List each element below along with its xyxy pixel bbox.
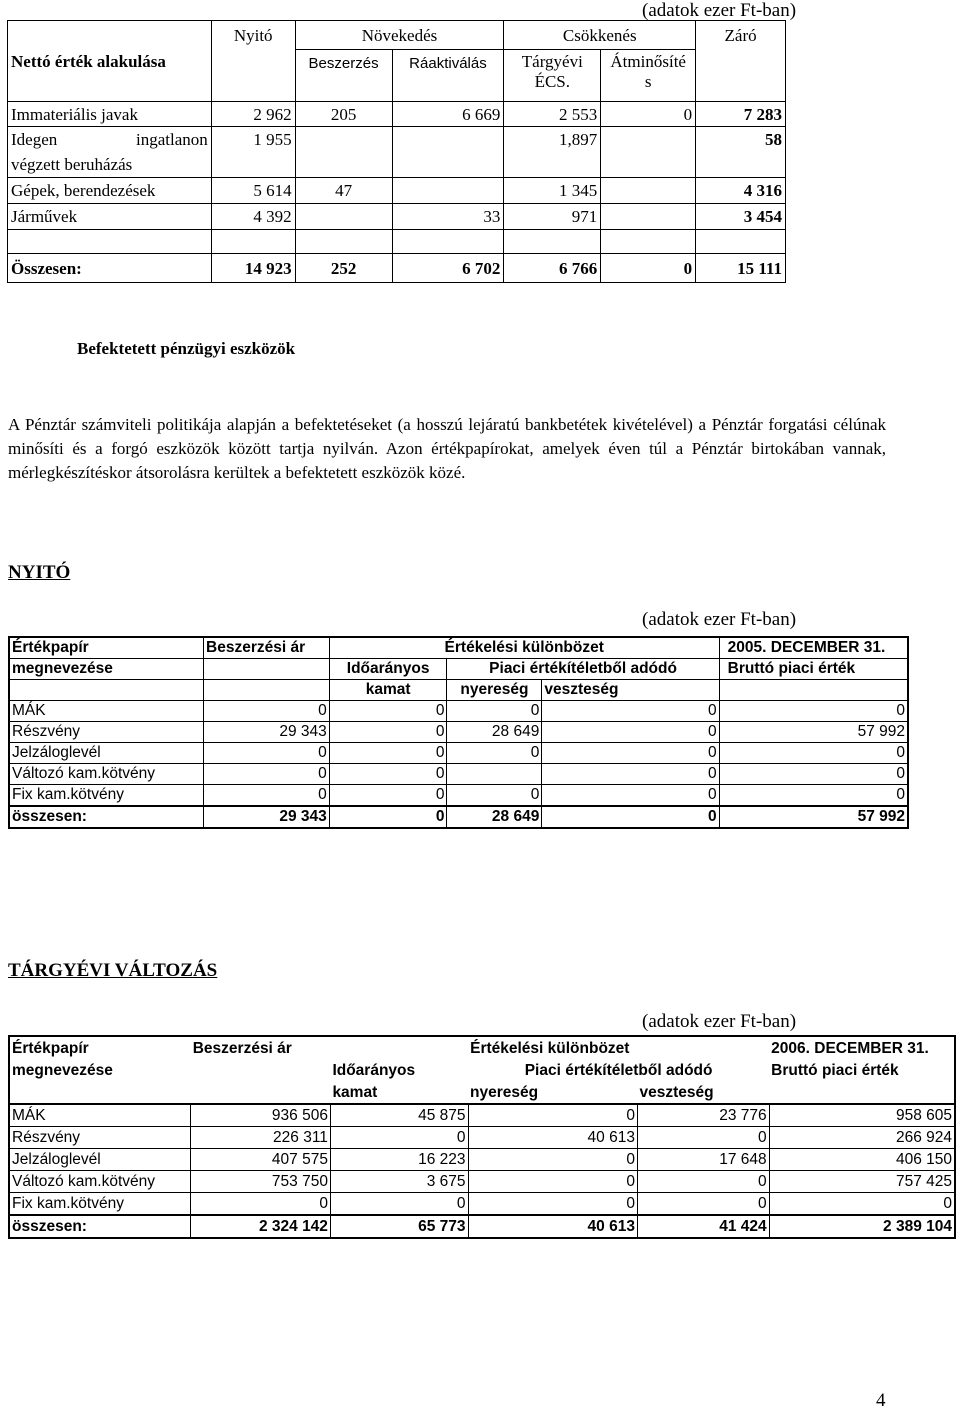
table-row <box>9 701 908 722</box>
col-open: Nyitó <box>211 21 295 50</box>
table-row <box>9 764 908 785</box>
unit-note: (adatok ezer Ft-ban) <box>642 0 797 21</box>
cell-interest: 16 223 <box>330 1149 468 1171</box>
cell-loss: 0 <box>542 743 719 764</box>
empty-cell <box>601 230 696 254</box>
cell-interest: 0 <box>329 722 447 743</box>
cell-gross: 0 <box>719 701 908 722</box>
cell-price: 0 <box>204 701 330 722</box>
cell-reactivation <box>392 178 504 204</box>
cell-interest: 0 <box>330 1127 468 1149</box>
empty-cell <box>719 680 908 701</box>
empty-cell <box>8 230 212 254</box>
header-loss: veszteség <box>639 1083 714 1101</box>
cell-gross: 757 425 <box>769 1171 955 1193</box>
cell-reactivation: 33 <box>392 204 504 230</box>
sub-depreciation <box>504 50 601 102</box>
yearly-change-table <box>8 1035 956 1239</box>
empty-cell <box>204 659 330 680</box>
empty-cell <box>211 230 295 254</box>
empty-cell <box>504 230 601 254</box>
cell-loss: 0 <box>542 722 719 743</box>
cell-name: Fix kam.kötvény <box>9 1193 191 1216</box>
cell-loss: 17 648 <box>637 1149 769 1171</box>
cell-gain: 0 <box>447 701 542 722</box>
cell-depreciation: 2 553 <box>504 102 601 127</box>
table-header-row <box>8 21 786 50</box>
cell-gross: 57 992 <box>719 806 908 828</box>
cell-interest: 0 <box>329 701 447 722</box>
empty-cell <box>211 50 295 102</box>
cell-price: 0 <box>204 743 330 764</box>
cell-price: 0 <box>191 1193 331 1216</box>
empty-cell <box>696 50 786 102</box>
sub-reclass-line1: Átminősíté <box>610 52 686 71</box>
empty-cell <box>191 1059 331 1081</box>
cell-name: Jelzáloglevél <box>9 1149 191 1171</box>
table-row <box>9 722 908 743</box>
cell-gross: 958 605 <box>769 1104 955 1127</box>
net-value-table <box>7 20 786 283</box>
table-total-row <box>8 254 786 283</box>
cell-name: összesen: <box>9 806 204 828</box>
cell-gain: 28 649 <box>447 806 542 828</box>
cell-gain: 0 <box>468 1193 637 1216</box>
cell-depreciation: 6 766 <box>504 254 601 283</box>
header-security: Értékpapír <box>9 637 204 659</box>
header-gain: nyereség <box>470 1083 539 1101</box>
cell-price: 0 <box>204 764 330 785</box>
table-total-row <box>9 1215 955 1238</box>
col-increase: Növekedés <box>295 21 504 50</box>
header-security: Értékpapír <box>12 1039 89 1057</box>
cell-purchase <box>295 204 392 230</box>
cell-open: 2 962 <box>211 102 295 127</box>
table-row <box>8 178 786 204</box>
cell-reclass: 0 <box>601 254 696 283</box>
cell-loss: 0 <box>542 785 719 807</box>
cell-price: 407 575 <box>191 1149 331 1171</box>
cell-loss: 23 776 <box>637 1104 769 1127</box>
empty-cell <box>9 680 204 701</box>
cell-open: 4 392 <box>211 204 295 230</box>
cell-depreciation: 971 <box>504 204 601 230</box>
row-label-line2: végzett beruházás <box>11 155 133 174</box>
header-valuation-diff: Értékelési különbözet <box>470 1039 630 1057</box>
table-header-row <box>9 1081 955 1104</box>
empty-cell <box>191 1081 331 1104</box>
cell-price: 2 324 142 <box>191 1215 331 1238</box>
section-heading: Befektetett pénzügyi eszközök <box>77 339 296 358</box>
cell-open: 1 955 <box>211 127 295 178</box>
cell-gross: 0 <box>719 743 908 764</box>
cell-loss: 0 <box>637 1171 769 1193</box>
cell-gain: 0 <box>447 785 542 807</box>
cell-close: 3 454 <box>696 204 786 230</box>
cell-gross: 2 389 104 <box>769 1215 955 1238</box>
cell-gain: 40 613 <box>468 1127 637 1149</box>
page-number: 4 <box>876 1390 886 1411</box>
cell-price: 753 750 <box>191 1171 331 1193</box>
table-row <box>8 127 786 178</box>
header-interest: kamat <box>332 1083 378 1101</box>
cell-name: Részvény <box>9 722 204 743</box>
header-purchase-price: Beszerzési ár <box>192 1039 292 1057</box>
unit-note: (adatok ezer Ft-ban) <box>642 1011 797 1032</box>
cell-loss: 0 <box>637 1127 769 1149</box>
cell-interest: 65 773 <box>330 1215 468 1238</box>
table-spacer-row <box>8 230 786 254</box>
cell-reactivation: 6 702 <box>392 254 504 283</box>
cell-reactivation <box>392 127 504 178</box>
table-header-row <box>9 637 908 659</box>
cell-reclass <box>601 178 696 204</box>
cell-reclass <box>601 204 696 230</box>
row-label: Gépek, berendezések <box>8 178 212 204</box>
header-proportional: Időarányos <box>329 659 447 680</box>
table-header-row <box>9 1036 955 1059</box>
cell-close: 58 <box>696 127 786 178</box>
sub-purchase: Beszerzés <box>295 50 392 102</box>
cell-loss: 0 <box>542 806 719 828</box>
header-proportional: Időarányos <box>332 1061 416 1079</box>
cell-name: Fix kam.kötvény <box>9 785 204 807</box>
col-decrease: Csökkenés <box>504 21 696 50</box>
cell-close: 4 316 <box>696 178 786 204</box>
cell-price: 29 343 <box>204 722 330 743</box>
unit-note: (adatok ezer Ft-ban) <box>642 609 797 630</box>
cell-gross: 57 992 <box>719 722 908 743</box>
row-label-word: Idegen <box>11 130 58 149</box>
cell-name: Jelzáloglevél <box>9 743 204 764</box>
sub-depr-line1: Tárgyévi <box>521 52 583 71</box>
cell-gain: 0 <box>468 1104 637 1127</box>
cell-name: összesen: <box>9 1215 191 1238</box>
cell-gross: 266 924 <box>769 1127 955 1149</box>
cell-gross: 0 <box>719 764 908 785</box>
cell-gain: 0 <box>468 1149 637 1171</box>
cell-interest: 0 <box>329 785 447 807</box>
col-close: Záró <box>696 21 786 50</box>
nyito-heading: NYITÓ <box>8 562 71 583</box>
sub-reclass-line2: s <box>644 72 652 91</box>
table-row <box>9 1127 955 1149</box>
header-gain: nyereség <box>447 680 542 701</box>
cell-depreciation: 1,897 <box>504 127 601 178</box>
cell-gain <box>447 764 542 785</box>
cell-gain: 0 <box>447 743 542 764</box>
cell-loss: 0 <box>542 701 719 722</box>
header-date: 2006. DECEMBER 31. <box>771 1039 929 1057</box>
cell-interest: 45 875 <box>330 1104 468 1127</box>
cell-reclass: 0 <box>601 102 696 127</box>
cell-interest: 0 <box>329 743 447 764</box>
cell-price: 226 311 <box>191 1127 331 1149</box>
empty-cell <box>204 680 330 701</box>
cell-close: 15 111 <box>696 254 786 283</box>
cell-interest: 0 <box>329 806 447 828</box>
row-label-word: ingatlanon <box>136 130 208 149</box>
change-heading: TÁRGYÉVI VÁLTOZÁS <box>8 960 218 981</box>
cell-interest: 3 675 <box>330 1171 468 1193</box>
cell-gross: 0 <box>769 1193 955 1216</box>
cell-name: Változó kam.kötvény <box>9 764 204 785</box>
cell-reactivation: 6 669 <box>392 102 504 127</box>
cell-price: 0 <box>204 785 330 807</box>
table-row <box>8 102 786 127</box>
header-valuation-diff: Értékelési különbözet <box>329 637 719 659</box>
cell-close: 7 283 <box>696 102 786 127</box>
cell-purchase <box>295 127 392 178</box>
header-name: megnevezése <box>9 659 204 680</box>
empty-cell <box>295 230 392 254</box>
body-paragraph: A Pénztár számviteli politikája alapján a befektetéseket (a hosszú lejáratú bankbetétek kivételével) a Pénztár forgatási célúnak minősíti és a forgó eszközök között tartja nyilván. Azon értékpapírokat, amelyek éven túl a Pénztár birtokában vannak, mérlegkészítéskor átsorolásra kerültek a befektetett eszközök közé. <box>8 415 886 482</box>
cell-name: MÁK <box>9 1104 191 1127</box>
header-name: megnevezése <box>12 1061 113 1079</box>
cell-loss: 0 <box>637 1193 769 1216</box>
cell-interest: 0 <box>330 1193 468 1216</box>
sub-depr-line2: ÉCS. <box>534 72 571 91</box>
header-loss: veszteség <box>542 680 719 701</box>
table-total-row <box>9 806 908 828</box>
table-row <box>9 785 908 807</box>
row-label <box>8 127 212 178</box>
row-label-header: Nettó érték alakulása <box>8 21 212 102</box>
cell-depreciation: 1 345 <box>504 178 601 204</box>
cell-loss: 41 424 <box>637 1215 769 1238</box>
cell-gain: 28 649 <box>447 722 542 743</box>
table-header-row <box>9 680 908 701</box>
sub-reclass <box>601 50 696 102</box>
table-row <box>9 743 908 764</box>
header-date: 2005. DECEMBER 31. <box>719 637 908 659</box>
empty-cell <box>392 230 504 254</box>
cell-price: 936 506 <box>191 1104 331 1127</box>
table-row <box>9 1104 955 1127</box>
row-label-line1 <box>11 127 208 152</box>
row-label: Immateriális javak <box>8 102 212 127</box>
cell-gross: 406 150 <box>769 1149 955 1171</box>
header-market: Piaci értékítéletből adódó <box>447 659 719 680</box>
cell-interest: 0 <box>329 764 447 785</box>
cell-reclass <box>601 127 696 178</box>
cell-gain: 0 <box>468 1171 637 1193</box>
empty-cell <box>769 1081 955 1104</box>
header-purchase-price: Beszerzési ár <box>204 637 330 659</box>
cell-open: 5 614 <box>211 178 295 204</box>
table-header-row <box>9 659 908 680</box>
header-market: Piaci értékítéletből adódó <box>524 1061 713 1079</box>
table-row <box>9 1193 955 1216</box>
cell-price: 29 343 <box>204 806 330 828</box>
cell-gross: 0 <box>719 785 908 807</box>
opening-securities-table <box>8 636 909 829</box>
cell-name: MÁK <box>9 701 204 722</box>
cell-open: 14 923 <box>211 254 295 283</box>
cell-purchase: 47 <box>295 178 392 204</box>
cell-name: Részvény <box>9 1127 191 1149</box>
sub-reactivation: Ráaktiválás <box>392 50 504 102</box>
row-label: Járművek <box>8 204 212 230</box>
cell-name: Változó kam.kötvény <box>9 1171 191 1193</box>
cell-loss: 0 <box>542 764 719 785</box>
table-header-row <box>9 1059 955 1081</box>
cell-purchase: 252 <box>295 254 392 283</box>
table-row <box>8 204 786 230</box>
empty-cell <box>696 230 786 254</box>
empty-cell <box>9 1081 191 1104</box>
cell-purchase: 205 <box>295 102 392 127</box>
row-label: Összesen: <box>8 254 212 283</box>
header-gross: Bruttó piaci érték <box>771 1061 899 1079</box>
table-row <box>9 1171 955 1193</box>
cell-gain: 40 613 <box>468 1215 637 1238</box>
header-gross: Bruttó piaci érték <box>719 659 908 680</box>
table-row <box>9 1149 955 1171</box>
header-interest: kamat <box>329 680 447 701</box>
